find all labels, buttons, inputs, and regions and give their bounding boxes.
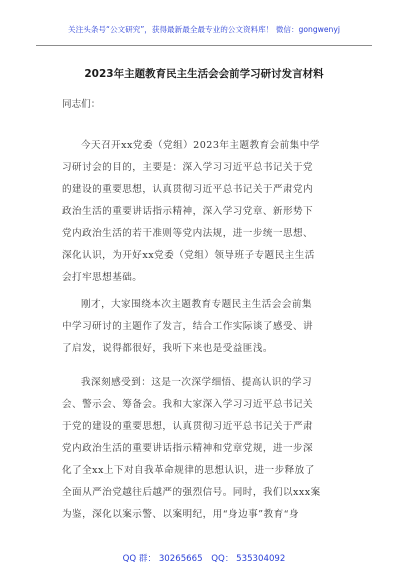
document-title: 2023年主题教育民主生活会会前学习研讨发言材料 bbox=[84, 68, 324, 80]
paragraph-line: 党内政治生活的若干准则等党内法规，进一步统一思想、 bbox=[62, 228, 314, 239]
paragraph-line: 中学习研讨的主题作了发言，结合工作实际谈了感受、讲 bbox=[62, 321, 314, 332]
paragraph-line: 化了全xx上下对自我革命规律的思想认识，进一步释放了 bbox=[62, 465, 315, 476]
paragraph-line: 会、警示会、筹备会。我和大家深入学习习近平总书记关 bbox=[62, 399, 314, 410]
header-divider bbox=[36, 45, 372, 46]
paragraph-line: 会打牢思想基础。 bbox=[62, 272, 143, 283]
paragraph-line: 的建设的重要思想，认真贯彻习近平总书记关于严肃党内 bbox=[62, 184, 314, 195]
paragraph-2 bbox=[62, 294, 352, 360]
paragraph-line: 全面从严治党越往后越严的强烈信号。同时，我们以xxx案 bbox=[62, 487, 321, 498]
footer-qq-group: QQ 群： 30265665 bbox=[122, 554, 203, 564]
paragraph-line: 了启发，说得都很好，我听下来也是受益匪浅。 bbox=[62, 343, 273, 354]
footer-qq-number: QQ： 535304092 bbox=[211, 554, 286, 564]
paragraph-line: 于党的建设的重要思想，认真贯彻习近平总书记关于严肃 bbox=[62, 421, 314, 432]
paragraph-line: 习研讨会的目的，主要是：深入学习习近平总书记关于党 bbox=[62, 162, 314, 173]
paragraph-line: 深化认识，为开好xx党委（党组）领导班子专题民主生活 bbox=[62, 250, 315, 261]
paragraph-line: 党内政治生活的重要讲话指示精神和党章党规，进一步深 bbox=[62, 443, 314, 454]
footer-contact bbox=[0, 552, 408, 564]
header-promo-note: 关注头条号“公文研究”，获得最新最全最专业的公文资料库！ 微信：gongwenyj bbox=[68, 25, 340, 34]
greeting: 同志们： bbox=[62, 99, 101, 110]
paragraph-line: 为鉴，深化以案示警、以案明纪，用“身边事”教育“身 bbox=[62, 509, 300, 520]
paragraph-line: 今天召开xx党委（党组）2023年主题教育会前集中学 bbox=[81, 140, 320, 151]
paragraph-3 bbox=[62, 372, 352, 526]
paragraph-1 bbox=[62, 135, 352, 289]
paragraph-line: 政治生活的重要讲话指示精神，深入学习党章、新形势下 bbox=[62, 206, 314, 217]
paragraph-line: 我深刻感受到：这是一次深学细悟、提高认识的学习 bbox=[81, 377, 313, 388]
paragraph-line: 刚才，大家围绕本次主题教育专题民主生活会会前集 bbox=[81, 299, 313, 310]
